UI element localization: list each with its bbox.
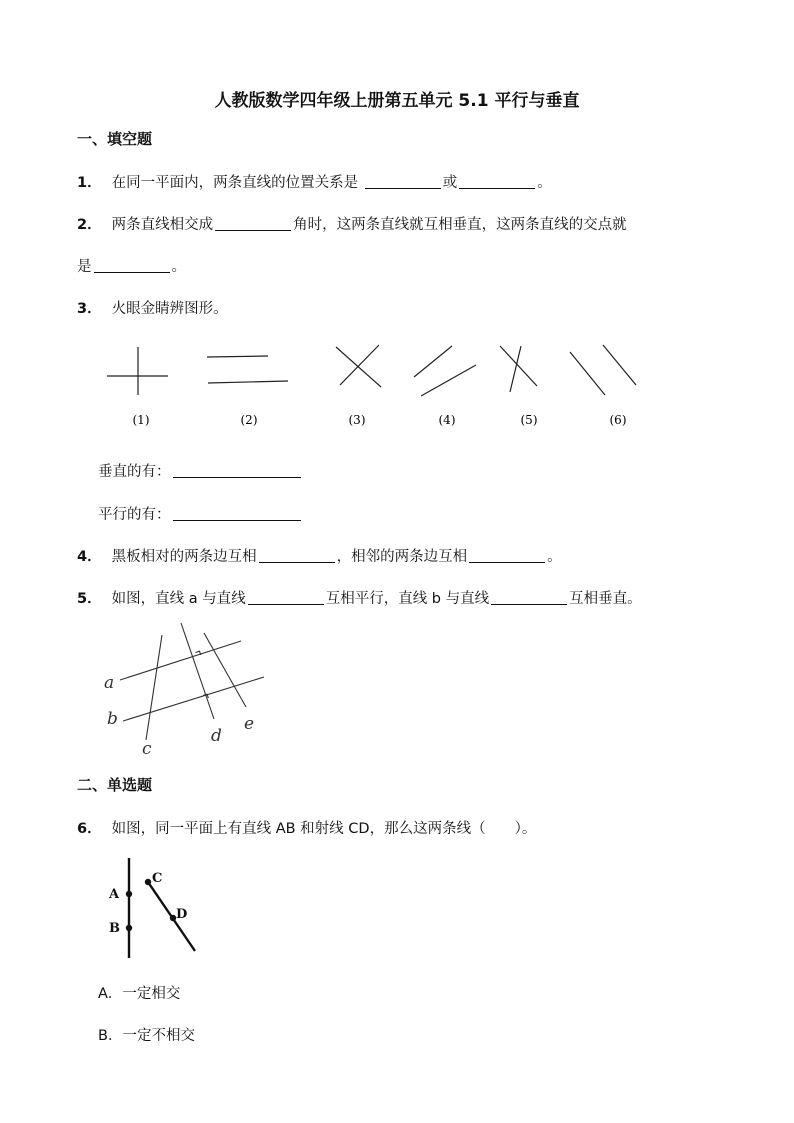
point-label-c: C bbox=[152, 871, 163, 886]
page-title: 人教版数学四年级上册第五单元 5.1 平行与垂直 bbox=[214, 91, 580, 111]
answer-blank[interactable] bbox=[173, 463, 301, 478]
question-text: 。 bbox=[537, 175, 552, 191]
question-text: 或 bbox=[442, 175, 458, 191]
figure-4-intersecting-lines bbox=[414, 346, 476, 396]
figure-6-parallel-diagonals bbox=[570, 345, 636, 395]
question-number: 1． bbox=[77, 175, 102, 191]
answer-blank[interactable] bbox=[459, 174, 535, 189]
figure-label: (5) bbox=[520, 413, 538, 427]
answer-blank[interactable] bbox=[259, 548, 335, 563]
section-heading-single-choice: 二、单选题 bbox=[77, 776, 153, 794]
figure-2-parallel-lines bbox=[207, 356, 288, 383]
question-5 bbox=[77, 587, 642, 608]
figure-label: (3) bbox=[348, 413, 366, 427]
section-heading-fill-in: 一、填空题 bbox=[77, 130, 153, 148]
question-number: 4． bbox=[77, 549, 102, 565]
figure-label: (1) bbox=[132, 413, 150, 427]
question-number: 5． bbox=[77, 591, 102, 607]
question-text: 火眼金睛辨图形。 bbox=[111, 301, 228, 317]
answer-blank[interactable] bbox=[248, 590, 324, 605]
question-text: 如图，同一平面上有直线 AB 和射线 CD，那么这两条线（ ）。 bbox=[111, 821, 537, 837]
figure-1-perpendicular-cross bbox=[107, 347, 168, 395]
line-label-c: c bbox=[142, 739, 152, 759]
figure-label: (4) bbox=[438, 413, 456, 427]
line-label-b: b bbox=[107, 709, 118, 729]
line-c bbox=[146, 635, 162, 740]
question-1 bbox=[77, 171, 552, 192]
answer-blank[interactable] bbox=[469, 548, 545, 563]
question-text: 。 bbox=[171, 259, 186, 275]
question-text: ，相邻的两条边互相 bbox=[336, 549, 468, 565]
question-text: 两条直线相交成 bbox=[111, 217, 214, 233]
point-label-b: B bbox=[109, 921, 120, 936]
question-text: 如图，直线 a 与直线 bbox=[111, 591, 246, 607]
question-2 bbox=[77, 213, 627, 234]
question-number: 2． bbox=[77, 217, 102, 233]
question-2-continued bbox=[77, 255, 186, 276]
point-a bbox=[126, 891, 132, 897]
line-e bbox=[204, 633, 246, 707]
perpendicular-label: 垂直的有： bbox=[98, 464, 171, 480]
q6-figure bbox=[0, 850, 794, 965]
question-text: 黑板相对的两条边互相 bbox=[111, 549, 257, 565]
option-b[interactable]: B．一定不相交 bbox=[98, 1028, 195, 1044]
parallel-answer-row bbox=[98, 503, 303, 524]
q5-line-figure bbox=[0, 615, 794, 760]
point-c bbox=[145, 879, 151, 885]
question-text: 在同一平面内，两条直线的位置关系是 bbox=[111, 175, 359, 191]
question-text: 角时，这两条直线就互相垂直，这两条直线的交点就 bbox=[293, 217, 627, 233]
answer-blank[interactable] bbox=[173, 506, 301, 521]
line-b bbox=[123, 677, 264, 721]
answer-blank[interactable] bbox=[215, 216, 291, 231]
question-4 bbox=[77, 545, 562, 566]
figure-label: (2) bbox=[240, 413, 258, 427]
option-a[interactable]: A．一定相交 bbox=[98, 986, 181, 1002]
question-text: 互相垂直。 bbox=[569, 591, 642, 607]
perpendicular-answer-row bbox=[98, 460, 303, 481]
figure-label: (6) bbox=[609, 413, 627, 427]
point-label-d: D bbox=[176, 907, 188, 922]
point-label-a: A bbox=[109, 887, 120, 902]
answer-blank[interactable] bbox=[94, 258, 170, 273]
question-number: 6． bbox=[77, 821, 102, 837]
answer-blank[interactable] bbox=[365, 174, 441, 189]
line-label-d: d bbox=[211, 726, 222, 746]
figure-5-crossing-lines bbox=[500, 346, 537, 392]
line-label-e: e bbox=[244, 714, 255, 734]
point-b bbox=[126, 925, 132, 931]
q3-figures bbox=[0, 330, 794, 440]
parallel-label: 平行的有： bbox=[98, 507, 171, 523]
question-text: 互相平行，直线 b 与直线 bbox=[325, 591, 490, 607]
figure-3-x-cross bbox=[336, 345, 381, 387]
line-a bbox=[120, 641, 241, 680]
line-d bbox=[181, 623, 214, 719]
question-3 bbox=[77, 297, 228, 318]
question-text: 是 bbox=[77, 259, 92, 275]
question-number: 3． bbox=[77, 301, 102, 317]
question-6 bbox=[77, 817, 536, 838]
answer-blank[interactable] bbox=[491, 590, 567, 605]
question-text: 。 bbox=[547, 549, 562, 565]
line-label-a: a bbox=[104, 673, 115, 693]
